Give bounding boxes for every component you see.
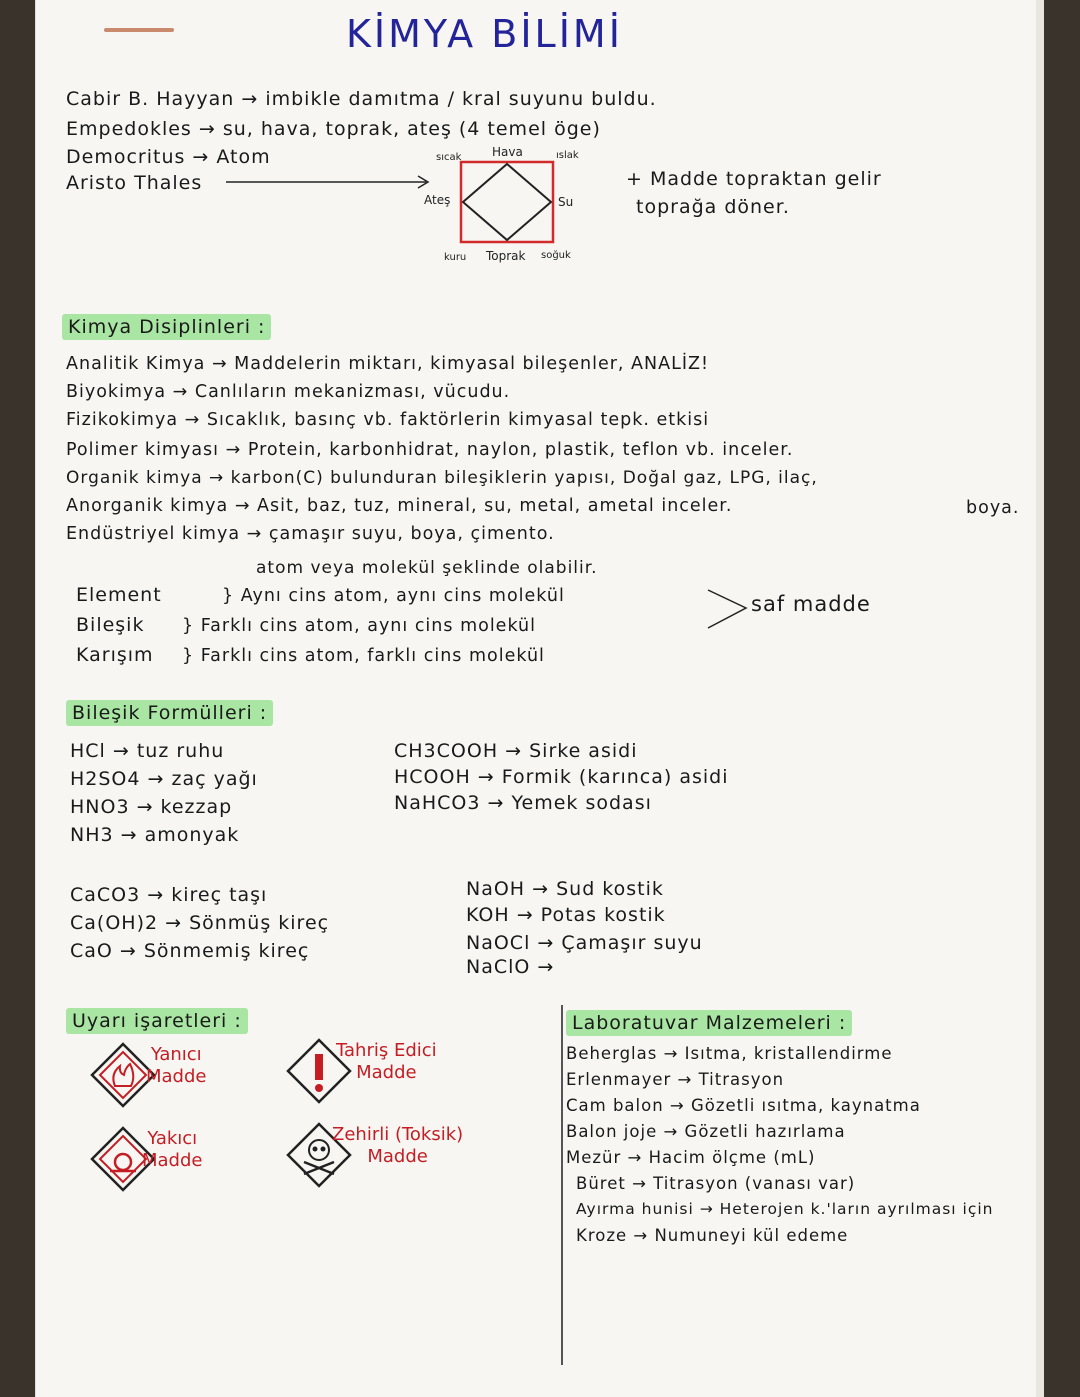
four-elements-diagram [406,140,636,270]
history-line-2: Empedokles → su, hava, toprak, ateş (4 temel öge) [66,118,601,140]
formula-right-2: HCOOH → Formik (karınca) asidi [394,766,729,788]
substance-note: atom veya molekül şeklinde olabilir. [256,558,598,578]
history-line-4: Aristo Thales [66,172,203,194]
substance-compound-name: Bileşik [76,614,145,636]
formula-left-4: NH3 → amonyak [70,824,240,846]
formula-left-3: HNO3 → kezzap [70,796,233,818]
arrow-icon [226,170,436,190]
formulas-heading: Bileşik Formülleri : [66,702,273,724]
history-line-3: Democritus → Atom [66,146,271,168]
notebook-page [36,0,1036,1397]
formula-left2-3: CaO → Sönmemiş kireç [70,940,310,962]
lab-item-7: Ayırma hunisi → Heterojen k.'ların ayrılması için [576,1200,994,1218]
svg-text:Toprak: Toprak [486,249,526,263]
svg-text:Hava: Hava [492,145,523,159]
sign-label-irritant: Tahriş Edici Madde [336,1040,437,1083]
formula-right2-3: NaOCl → Çamaşır suyu [466,932,703,954]
note-line-2: toprağa döner. [636,196,790,218]
lab-item-5: Mezür → Hacim ölçme (mL) [566,1148,816,1167]
lab-item-8: Kroze → Numuneyi kül edeme [576,1226,849,1245]
formula-right-3: NaHCO3 → Yemek sodası [394,792,652,814]
pure-substance-label: saf madde [751,592,871,616]
formula-left2-1: CaCO3 → kireç taşı [70,884,268,906]
lab-item-1: Beherglas → Isıtma, kristallendirme [566,1044,893,1063]
svg-text:ıslak: ıslak [556,150,579,161]
formula-left-1: HCl → tuz ruhu [70,740,225,762]
sign-label-flammable: Yanıcı Madde [146,1044,207,1087]
lab-item-3: Cam balon → Gözetli ısıtma, kaynatma [566,1096,921,1115]
svg-text:Su: Su [558,195,574,209]
discipline-2: Biyokimya → Canlıların mekanizması, vücudu. [66,382,511,402]
substance-mixture-desc: } Farklı cins atom, farklı cins molekül [182,646,545,666]
discipline-6: Anorganik kimya → Asit, baz, tuz, mineral, su, metal, ametal inceler. [66,496,733,516]
substance-element-desc: } Aynı cins atom, aynı cins molekül [222,586,565,606]
svg-text:sıcak: sıcak [436,152,462,163]
note-line-1: + Madde topraktan gelir [626,168,882,190]
page-title: KİMYA BİLİMİ [346,12,623,56]
discipline-7: Endüstriyel kimya → çamaşır suyu, boya, çimento. [66,524,555,544]
svg-text:kuru: kuru [444,252,467,263]
formula-right2-1: NaOH → Sud kostik [466,878,664,900]
substance-mixture-name: Karışım [76,644,154,666]
column-divider [561,1005,563,1365]
sign-label-oxidizer: Yakıcı Madde [142,1128,203,1171]
discipline-5-continued: boya. [966,498,1020,518]
decorative-dash [104,28,174,32]
disciplines-heading: Kimya Disiplinleri : [62,316,271,338]
page-edge [1036,0,1044,1397]
warnings-heading: Uyarı işaretleri : [66,1010,248,1032]
formula-left-2: H2SO4 → zaç yağı [70,768,258,790]
formula-left2-2: Ca(OH)2 → Sönmüş kireç [70,912,330,934]
sign-label-toxic: Zehirli (Toksik) Madde [332,1124,464,1167]
bracket-icon [706,586,756,634]
discipline-3: Fizikokimya → Sıcaklık, basınç vb. faktörlerin kimyasal tepk. etkisi [66,410,710,430]
history-line-1: Cabir B. Hayyan → imbikle damıtma / kral suyunu buldu. [66,88,657,110]
formula-right2-2: KOH → Potas kostik [466,904,666,926]
lab-item-2: Erlenmayer → Titrasyon [566,1070,785,1089]
discipline-1: Analitik Kimya → Maddelerin miktarı, kimyasal bileşenler, ANALİZ! [66,354,710,374]
lab-item-4: Balon joje → Gözetli hazırlama [566,1122,846,1141]
formula-right2-4: NaClO → [466,956,555,978]
formula-right-1: CH3COOH → Sirke asidi [394,740,638,762]
substance-compound-desc: } Farklı cins atom, aynı cins molekül [182,616,536,636]
svg-text:soğuk: soğuk [541,250,571,261]
substance-element-name: Element [76,584,162,606]
lab-heading: Laboratuvar Malzemeleri : [566,1012,852,1034]
lab-item-6: Büret → Titrasyon (vanası var) [576,1174,856,1193]
svg-text:Ateş: Ateş [424,193,451,207]
discipline-4: Polimer kimyası → Protein, karbonhidrat, naylon, plastik, teflon vb. inceler. [66,440,794,460]
discipline-5: Organik kimya → karbon(C) bulunduran bileşiklerin yapısı, Doğal gaz, LPG, ilaç, [66,468,818,488]
